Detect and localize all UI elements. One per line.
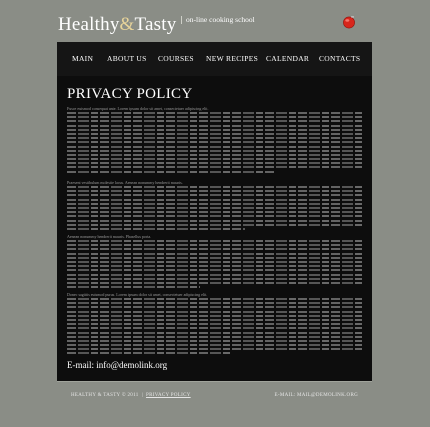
nav-item-main[interactable]: MAIN bbox=[72, 54, 94, 63]
nav-item-about-us[interactable]: ABOUT US bbox=[107, 54, 147, 63]
copyright-text: HEALTHY & TASTY © 2011 bbox=[71, 393, 139, 398]
section-paragraph bbox=[67, 112, 363, 173]
footer-divider bbox=[57, 381, 372, 382]
section-lead: Aenean nonummy hendrerit mauris. Phasellus porta. bbox=[67, 234, 152, 239]
logo-part1: Healthy bbox=[58, 14, 120, 35]
content-area bbox=[57, 76, 372, 381]
footer-email[interactable]: E-MAIL: MAIL@DEMOLINK.ORG bbox=[274, 393, 358, 398]
section-lead: Praesent vestibulum molestie lacus. Aenean nonummy hendrerit mauris. bbox=[67, 180, 183, 185]
privacy-policy-link[interactable]: PRIVACY POLICY bbox=[146, 393, 191, 398]
nav-item-courses[interactable]: COURSES bbox=[158, 54, 194, 63]
nav-item-new-recipes[interactable]: NEW RECIPES bbox=[206, 54, 259, 63]
policy-section-1 bbox=[67, 106, 363, 175]
section-lead: Fusce euismod consequat ante. Lorem ipsum dolor sit amet, consectetuer adipiscing elit. bbox=[67, 106, 209, 111]
contact-email[interactable]: E-mail: info@demolink.org bbox=[67, 360, 168, 370]
header bbox=[0, 0, 430, 42]
footer-copyright: HEALTHY & TASTY © 2011 | PRIVACY POLICY bbox=[71, 393, 191, 398]
tagline: on-line cooking school bbox=[181, 16, 256, 24]
nav-item-calendar[interactable]: CALENDAR bbox=[266, 54, 310, 63]
logo-part2: Tasty bbox=[134, 14, 177, 35]
nav-item-contacts[interactable]: CONTACTS bbox=[319, 54, 361, 63]
cart-icon[interactable] bbox=[342, 15, 356, 29]
logo-ampersand: & bbox=[119, 14, 135, 35]
footer bbox=[57, 381, 372, 427]
section-paragraph bbox=[67, 240, 363, 288]
policy-section-2 bbox=[67, 180, 363, 232]
section-paragraph bbox=[67, 298, 363, 354]
section-paragraph bbox=[67, 186, 363, 230]
logo[interactable] bbox=[58, 14, 176, 36]
section-lead: Donec sagittis euismod purus. Lorem ipsum dolor sit amet, consectetuer adipiscing elit. bbox=[67, 292, 208, 297]
main-nav bbox=[57, 42, 372, 77]
page-title: PRIVACY POLICY bbox=[67, 86, 193, 102]
policy-section-3 bbox=[67, 234, 363, 290]
policy-section-4 bbox=[67, 292, 363, 357]
